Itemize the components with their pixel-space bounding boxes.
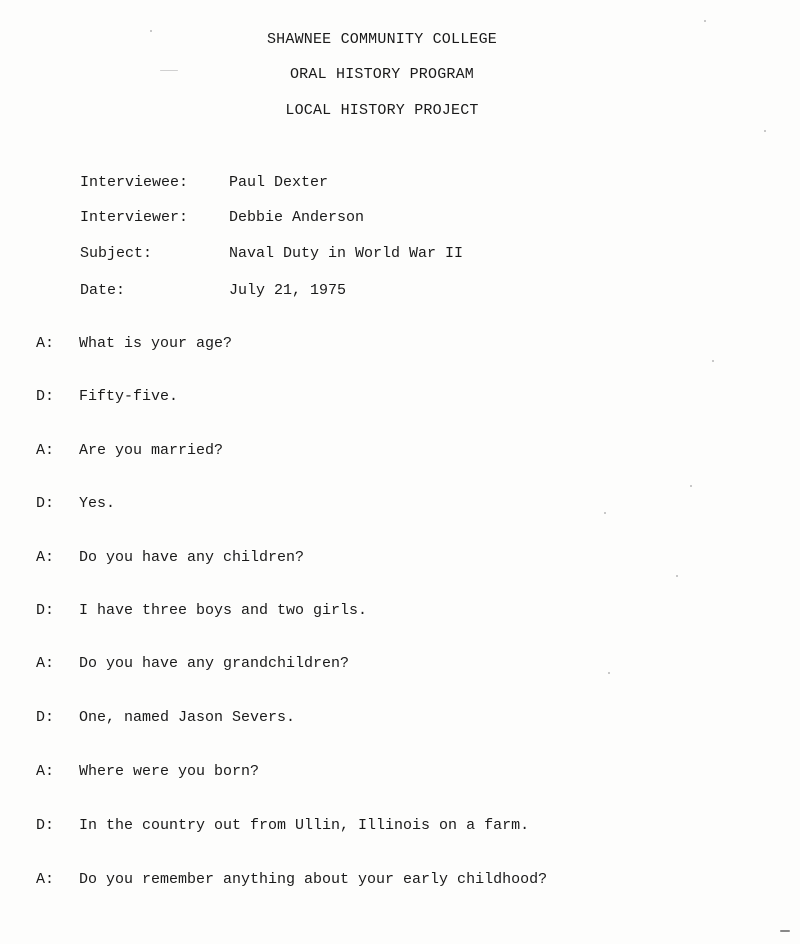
transcript-speaker: A:	[36, 442, 55, 459]
transcript-line: I have three boys and two girls.	[79, 602, 368, 619]
interviewee-label: Interviewee:	[80, 174, 189, 191]
transcript-speaker: A:	[36, 655, 55, 672]
transcript-line: Yes.	[79, 495, 116, 512]
scan-speck	[608, 672, 610, 674]
transcript-line: Are you married?	[79, 442, 224, 459]
transcript-line: Do you have any children?	[79, 549, 305, 566]
transcript-line: Fifty-five.	[79, 388, 179, 405]
scan-speck	[604, 512, 606, 514]
transcript-speaker: A:	[36, 763, 55, 780]
interviewer-value: Debbie Anderson	[229, 209, 365, 226]
scan-speck	[676, 575, 678, 577]
transcript-speaker: D:	[36, 602, 55, 619]
transcript-speaker: D:	[36, 817, 55, 834]
scan-speck	[150, 30, 152, 32]
scan-speck	[690, 485, 692, 487]
subject-value: Naval Duty in World War II	[229, 245, 464, 262]
scan-speck	[712, 360, 714, 362]
transcript-line: In the country out from Ullin, Illinois on a farm.	[79, 817, 530, 834]
institution-heading: SHAWNEE COMMUNITY COLLEGE	[266, 31, 498, 48]
transcript-line: What is your age?	[79, 335, 233, 352]
transcript-speaker: A:	[36, 549, 55, 566]
transcript-speaker: D:	[36, 495, 55, 512]
subject-label: Subject:	[80, 245, 153, 262]
scan-speck	[160, 70, 178, 71]
transcript-line: Do you have any grandchildren?	[79, 655, 350, 672]
transcript-line: One, named Jason Severs.	[79, 709, 296, 726]
transcript-speaker: D:	[36, 709, 55, 726]
program-heading: ORAL HISTORY PROGRAM	[289, 66, 475, 83]
scan-speck	[764, 130, 766, 132]
interviewer-label: Interviewer:	[80, 209, 189, 226]
interviewee-value: Paul Dexter	[229, 174, 329, 191]
transcript-line: Where were you born?	[79, 763, 260, 780]
transcript-speaker: D:	[36, 388, 55, 405]
date-label: Date:	[80, 282, 126, 299]
project-heading: LOCAL HISTORY PROJECT	[285, 102, 479, 119]
scan-speck	[780, 930, 790, 932]
transcript-speaker: A:	[36, 871, 55, 888]
date-value: July 21, 1975	[229, 282, 347, 299]
transcript-speaker: A:	[36, 335, 55, 352]
scan-speck	[704, 20, 706, 22]
transcript-line: Do you remember anything about your early childhood?	[79, 871, 548, 888]
